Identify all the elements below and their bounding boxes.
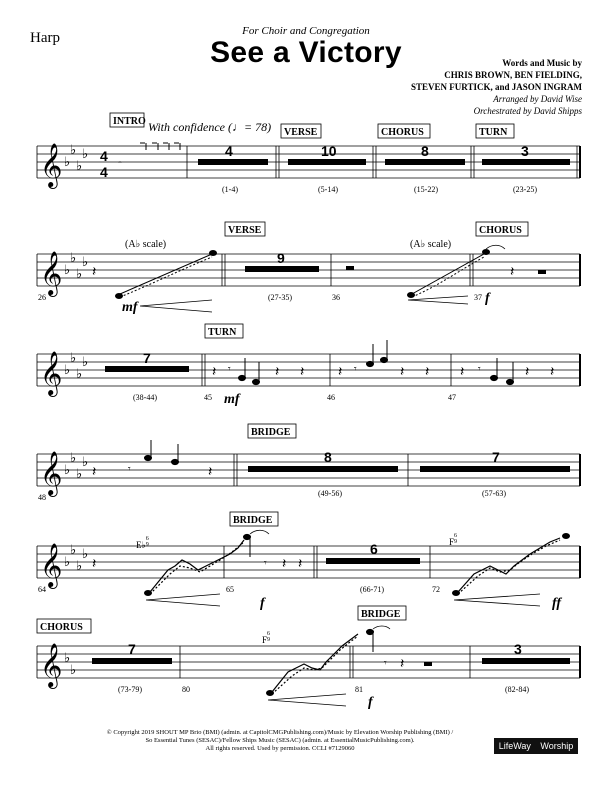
svg-text:𝄽: 𝄽 bbox=[550, 365, 555, 380]
multirest-count: 6 bbox=[370, 541, 378, 557]
slash-rhythm bbox=[140, 143, 180, 150]
svg-text:𝄽: 𝄽 bbox=[425, 365, 430, 380]
note-head bbox=[144, 590, 152, 596]
rehearsal-verse-2: VERSE bbox=[228, 225, 262, 236]
melodic-figure bbox=[367, 626, 433, 672]
measure-number: 37 bbox=[474, 293, 482, 302]
chord-symbol: E♭$^6$ 9 bbox=[136, 536, 149, 550]
crescendo-hairpin bbox=[454, 594, 540, 606]
rehearsal-turn-2: TURN bbox=[208, 327, 237, 338]
svg-text:𝄽: 𝄽 bbox=[525, 365, 530, 380]
crescendo-hairpin bbox=[408, 296, 468, 304]
svg-text:♭: ♭ bbox=[76, 366, 83, 381]
instrument-label: Harp bbox=[30, 30, 60, 46]
time-signature-bottom: 4 bbox=[100, 164, 108, 180]
quarter-rest-icon: 𝄽 bbox=[92, 265, 97, 280]
svg-text:𝄽: 𝄽 bbox=[212, 365, 217, 380]
key-signature-ab bbox=[64, 250, 88, 281]
treble-clef-icon: 𝄞 bbox=[40, 645, 63, 687]
svg-text:♭: ♭ bbox=[82, 546, 89, 561]
multirest-count: 10 bbox=[321, 143, 337, 159]
measure-range: (23-25) bbox=[513, 185, 537, 194]
multirest-bar bbox=[482, 658, 570, 664]
svg-text:𝄾: 𝄾 bbox=[354, 364, 357, 375]
rehearsal-bridge-2: BRIDGE bbox=[233, 515, 273, 526]
rehearsal-verse-1: VERSE bbox=[284, 127, 318, 138]
song-title: See a Victory bbox=[210, 36, 402, 69]
multirest-bar bbox=[420, 466, 570, 472]
multirest-bar bbox=[248, 466, 398, 472]
chord-symbol: $F^6$ 9 bbox=[262, 631, 271, 645]
svg-text:♭: ♭ bbox=[64, 262, 71, 277]
crescendo-hairpin bbox=[140, 300, 212, 312]
measure-number: 72 bbox=[432, 585, 440, 594]
multirest-bar bbox=[245, 266, 319, 272]
scale-annotation: (A♭ scale) bbox=[410, 239, 452, 250]
note-head bbox=[482, 249, 490, 255]
measure-number: 48 bbox=[38, 493, 46, 502]
svg-text:♭: ♭ bbox=[64, 362, 71, 377]
key-signature-ab bbox=[64, 450, 88, 481]
measure-number: 47 bbox=[448, 393, 456, 402]
note-head bbox=[209, 250, 217, 256]
multirest-count: 7 bbox=[128, 641, 136, 657]
svg-text:𝄽: 𝄽 bbox=[400, 365, 405, 380]
measure-range: (82-84) bbox=[505, 685, 529, 694]
svg-text:𝄽: 𝄽 bbox=[338, 365, 343, 380]
rehearsal-bridge-1: BRIDGE bbox=[251, 427, 291, 438]
svg-text:𝄽: 𝄽 bbox=[460, 365, 465, 380]
dynamic-f: f bbox=[260, 596, 265, 611]
note-head bbox=[115, 293, 123, 299]
svg-text:𝄽: 𝄽 bbox=[92, 465, 97, 480]
measure-number: 64 bbox=[38, 585, 46, 594]
multirest-count: 3 bbox=[514, 641, 522, 657]
copyright-notice: © Copyright 2019 SHOUT MP Brio (BMI) (admin. at CapitolCMGPublishing.com)/Music by Elevation Worship Publishing (BMI) / So Essential Tunes (SESAC)/Fellow Ships Music (SESAC) (admin. at EssentialMusicPublishing.com). All rights reserved. Used by permission. CCLI #7129060 bbox=[106, 729, 454, 752]
dynamic-f: f bbox=[485, 291, 490, 306]
scale-annotation: (A♭ scale) bbox=[125, 239, 167, 250]
glissando-wave bbox=[272, 634, 358, 694]
logo-text-right: Worship bbox=[540, 741, 574, 751]
treble-clef-icon: 𝄞 bbox=[40, 545, 63, 587]
measure-number: 65 bbox=[226, 585, 234, 594]
note-head bbox=[562, 533, 570, 539]
treble-clef-icon: 𝄞 bbox=[40, 353, 63, 395]
multirest-count: 7 bbox=[492, 449, 500, 465]
key-signature-ab bbox=[64, 142, 88, 173]
multirest-count: 4 bbox=[225, 143, 233, 159]
tempo-marking: With confidence (♩= 78) bbox=[148, 120, 272, 134]
multirest-count: 3 bbox=[521, 143, 529, 159]
dynamic-ff: ff bbox=[552, 596, 562, 611]
svg-text:𝄽: 𝄽 bbox=[300, 365, 305, 380]
measure-range: (27-35) bbox=[268, 293, 292, 302]
dynamic-f: f bbox=[368, 695, 373, 710]
svg-text:♭: ♭ bbox=[70, 450, 77, 465]
measure-range: (73-79) bbox=[118, 685, 142, 694]
glissando-up bbox=[120, 254, 212, 297]
svg-text:♭: ♭ bbox=[82, 146, 89, 161]
logo-text-left: LifeWay bbox=[498, 741, 531, 751]
multirest-bar bbox=[105, 366, 189, 372]
rehearsal-chorus-2: CHORUS bbox=[479, 225, 522, 236]
note-head bbox=[452, 590, 460, 596]
key-signature-ab bbox=[64, 350, 88, 381]
melodic-figure bbox=[338, 340, 429, 380]
svg-text:♭: ♭ bbox=[82, 354, 89, 369]
svg-text:♭: ♭ bbox=[64, 650, 71, 665]
svg-text:♭: ♭ bbox=[64, 462, 71, 477]
svg-text:♭: ♭ bbox=[70, 350, 77, 365]
multirest-count: 9 bbox=[277, 250, 285, 266]
melodic-figure bbox=[92, 440, 212, 480]
crescendo-hairpin bbox=[146, 594, 220, 606]
measure-range: (57-63) bbox=[482, 489, 506, 498]
half-rest-icon bbox=[538, 270, 546, 274]
tie-icon bbox=[486, 245, 505, 249]
dynamic-mf: mf bbox=[122, 300, 138, 315]
multirest-bar bbox=[326, 558, 420, 564]
multirest-count: 8 bbox=[421, 143, 429, 159]
orchestrator: Orchestrated by David Shipps bbox=[473, 106, 582, 116]
quarter-rest-icon: 𝄽 bbox=[510, 265, 515, 280]
svg-text:♭: ♭ bbox=[70, 250, 77, 265]
measure-number: 45 bbox=[204, 393, 212, 402]
rehearsal-intro: INTRO bbox=[113, 116, 146, 127]
multirest-count: 8 bbox=[324, 449, 332, 465]
dynamic-mf: mf bbox=[224, 392, 240, 407]
measure-range: (38-44) bbox=[133, 393, 157, 402]
svg-text:𝄽: 𝄽 bbox=[275, 365, 280, 380]
words-music-label: Words and Music by bbox=[502, 58, 582, 68]
whole-rest-icon bbox=[346, 266, 354, 270]
measure-range: (5-14) bbox=[318, 185, 338, 194]
measure-number: 81 bbox=[355, 685, 363, 694]
chord-symbol: $F^6$ 9 bbox=[449, 533, 458, 547]
svg-text:𝄾: 𝄾 bbox=[128, 464, 131, 475]
melodic-figure bbox=[244, 530, 303, 572]
svg-text:𝄾: 𝄾 bbox=[384, 658, 387, 669]
svg-text:𝄽: 𝄽 bbox=[208, 465, 213, 480]
glissando-wave bbox=[458, 538, 560, 594]
svg-text:♭: ♭ bbox=[70, 142, 77, 157]
svg-text:♭: ♭ bbox=[76, 466, 83, 481]
svg-text:𝄾: 𝄾 bbox=[264, 558, 267, 569]
writers-line-2: STEVEN FURTICK, and JASON INGRAM bbox=[411, 82, 582, 92]
key-signature-ab bbox=[64, 542, 88, 573]
svg-text:𝄾: 𝄾 bbox=[228, 364, 231, 375]
treble-clef-icon: 𝄞 bbox=[40, 453, 63, 495]
publisher-logo bbox=[494, 738, 578, 754]
svg-text:♭: ♭ bbox=[70, 662, 77, 677]
multirest-bar bbox=[92, 658, 172, 664]
rehearsal-turn-1: TURN bbox=[479, 127, 508, 138]
measure-range: (49-56) bbox=[318, 489, 342, 498]
measure-range: (15-22) bbox=[414, 185, 438, 194]
svg-text:♭: ♭ bbox=[76, 158, 83, 173]
subtitle: For Choir and Congregation bbox=[242, 25, 370, 37]
writers-line-1: CHRIS BROWN, BEN FIELDING, bbox=[444, 70, 582, 80]
note-head bbox=[266, 690, 274, 696]
measure-number: 36 bbox=[332, 293, 340, 302]
quarter-rest-icon: 𝄽 bbox=[92, 557, 97, 572]
svg-text:𝄾: 𝄾 bbox=[478, 364, 481, 375]
rehearsal-bridge-3: BRIDGE bbox=[361, 609, 401, 620]
svg-text:♭: ♭ bbox=[76, 266, 83, 281]
svg-text:♭: ♭ bbox=[82, 254, 89, 269]
crescendo-hairpin bbox=[268, 694, 346, 706]
measure-number: 46 bbox=[327, 393, 335, 402]
svg-text:♭: ♭ bbox=[64, 554, 71, 569]
svg-text:♭: ♭ bbox=[70, 542, 77, 557]
svg-text:♭: ♭ bbox=[82, 454, 89, 469]
staff-system-5 bbox=[37, 546, 580, 578]
measure-number: 80 bbox=[182, 685, 190, 694]
note-head bbox=[407, 292, 415, 298]
rehearsal-chorus-3: CHORUS bbox=[40, 622, 83, 633]
arranger: Arranged by David Wise bbox=[493, 94, 582, 104]
treble-clef-icon: 𝄞 bbox=[40, 145, 63, 187]
measure-range: (1-4) bbox=[222, 185, 238, 194]
svg-text:𝄽: 𝄽 bbox=[298, 557, 303, 572]
svg-text:𝄽: 𝄽 bbox=[282, 557, 287, 572]
measure-number: 26 bbox=[38, 293, 46, 302]
half-rest-icon: 𝄼 bbox=[118, 158, 122, 169]
multirest-count: 7 bbox=[143, 350, 151, 366]
measure-range: (66-71) bbox=[360, 585, 384, 594]
treble-clef-icon: 𝄞 bbox=[40, 253, 63, 295]
rehearsal-chorus-1: CHORUS bbox=[381, 127, 424, 138]
svg-text:♭: ♭ bbox=[76, 558, 83, 573]
svg-text:♭: ♭ bbox=[64, 154, 71, 169]
time-signature-top: 4 bbox=[100, 148, 108, 164]
svg-text:𝄽: 𝄽 bbox=[400, 657, 405, 672]
